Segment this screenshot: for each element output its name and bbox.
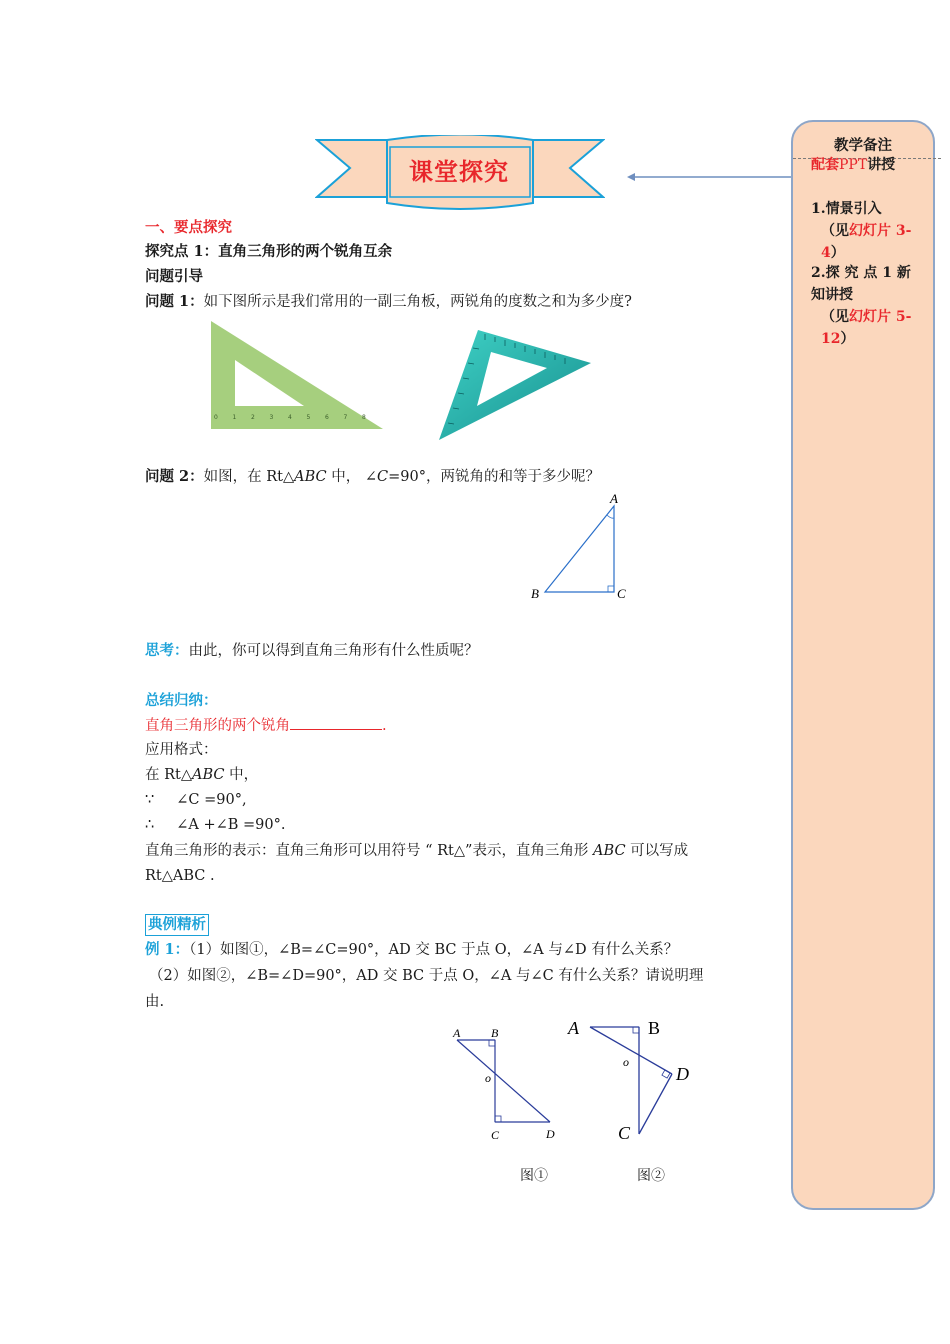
sidebar-heading: 教学备注 [834, 137, 892, 154]
question-2-c: C [377, 469, 389, 485]
teal-set-square-image [433, 318, 595, 442]
fig2-label-a: A [568, 1018, 579, 1038]
fig2-label-o: o [623, 1055, 629, 1069]
example-1-part-2-cont: 由. [145, 994, 165, 1010]
question-guide-heading: 问题引导 [145, 268, 203, 285]
question-2-text-c: =90°，两锐角的和等于多少呢？ [388, 469, 600, 485]
ruler-tick-label: 7 [343, 414, 348, 421]
example-1-part-1-text: （1）如图①，∠B=∠C=90°，AD 交 BC 于点 O，∠A 与∠D 有什么关系？ [189, 942, 679, 958]
sidebar-item-1-slides: 幻灯片 3-4 [821, 223, 912, 261]
summary-blank[interactable] [290, 715, 382, 730]
question-2-label: 问题 2： [145, 468, 204, 485]
sidebar-item-1 [811, 198, 921, 264]
apply-line-1-b: 中， [224, 767, 259, 783]
ruler-tick-label: 3 [269, 414, 274, 421]
summary-end: . [382, 718, 387, 734]
right-triangle-abc-figure [525, 488, 635, 606]
ruler-tick-label: 2 [251, 414, 255, 421]
sidebar-item-1-title: 1.情景引入 [811, 201, 882, 217]
sidebar-item-2-slides: 幻灯片 5-12 [821, 309, 912, 347]
think-text: 由此，你可以得到直角三角形有什么性质呢？ [188, 643, 479, 659]
fig1-label-c: C [491, 1128, 500, 1142]
section-title: 一、要点探究 [145, 219, 232, 236]
question-1-text: 如下图所示是我们常用的一副三角板，两锐角的度数之和为多少度? [203, 294, 632, 310]
figure-2-caption: 图② [637, 1168, 665, 1184]
apply-line-1 [145, 765, 258, 785]
question-1 [145, 292, 632, 312]
figure-1-caption: 图① [520, 1168, 548, 1184]
question-2-text-a: 如图，在 Rt△ [203, 469, 295, 485]
ruler-tick-label: 8 [362, 414, 366, 421]
summary-label: 总结归纳： [145, 692, 218, 709]
example-1-label: 例 1： [145, 941, 190, 958]
apply-line-1-a: 在 Rt△ [145, 767, 193, 783]
teaching-notes-sidebar [791, 120, 935, 1210]
fig1-label-a: A [453, 1026, 461, 1040]
question-2 [145, 467, 600, 487]
question-1-label: 问题 1： [145, 293, 204, 310]
green-set-square-image [208, 318, 386, 432]
sidebar-ppt-line [811, 154, 921, 176]
example-heading [145, 914, 209, 936]
ruler-tick-label: 6 [325, 414, 329, 421]
sidebar-item-1-open: （见 [821, 223, 849, 239]
apply-format-label: 应用格式： [145, 742, 218, 758]
representation-abc: ABC [593, 843, 626, 859]
ruler-tick-label: 0 [214, 414, 218, 421]
because-text: ∠C =90°, [176, 792, 247, 808]
ruler-tick-label: 4 [288, 414, 292, 421]
fig1-label-d: D [546, 1127, 555, 1141]
question-2-text-b: 中， ∠ [326, 469, 378, 485]
apply-line-1-abc: ABC [192, 767, 225, 783]
sidebar-ppt-red: 配套 [811, 157, 839, 173]
representation-line [145, 841, 688, 861]
sidebar-item-1-close: ） [830, 245, 845, 261]
fig2-label-c: C [618, 1123, 631, 1143]
think-label: 思考： [145, 642, 189, 659]
fig2-label-b: B [648, 1018, 661, 1038]
sidebar-item-2-close: ） [840, 331, 855, 347]
triangle-label-b: B [531, 586, 539, 601]
apply-therefore-line [145, 815, 286, 835]
sidebar-item-2-open: （见 [821, 309, 849, 325]
representation-text-b: 可以写成 [625, 843, 689, 859]
fig1-label-b: B [491, 1026, 499, 1040]
fig2-label-d: D [676, 1064, 689, 1084]
fig1-label-o: o [485, 1071, 491, 1085]
summary-statement [145, 715, 387, 736]
explore-point-title: 探究点 1：直角三角形的两个锐角互余 [145, 243, 393, 260]
representation-text-a: 直角三角形的表示：直角三角形可以用符号 “ Rt△”表示，直角三角形 [145, 843, 594, 859]
ruler-tick-label: 5 [306, 414, 311, 421]
sidebar-item-2 [811, 262, 921, 350]
think-prompt [145, 641, 479, 661]
ruler-tick-label: 1 [232, 414, 237, 421]
representation-line-2: Rt△ABC . [145, 868, 215, 884]
apply-because-line [145, 790, 247, 810]
because-symbol: ∵ [145, 792, 155, 808]
sidebar-ppt-word: PPT [839, 157, 868, 173]
summary-text: 直角三角形的两个锐角 [145, 718, 290, 734]
therefore-symbol: ∴ [145, 817, 155, 833]
question-2-abc: ABC [294, 469, 327, 485]
example-box-label: 典例精析 [145, 914, 209, 936]
arrow-left-icon [625, 170, 795, 184]
example-1-part-1 [145, 940, 678, 960]
sidebar-ppt-rest: 讲授 [867, 157, 896, 173]
triangle-label-a: A [610, 491, 618, 506]
sidebar-item-2-title-cont: 知讲授 [811, 287, 853, 303]
triangle-label-c: C [617, 586, 626, 601]
figure-2-diagram [562, 1014, 702, 1144]
sidebar-item-2-title: 2.探 究 点 1 新 [811, 265, 911, 281]
banner-title: 课堂探究 [409, 157, 509, 186]
figure-1-diagram [447, 1022, 567, 1146]
example-1-part-2: （2）如图②，∠B=∠D=90°，AD 交 BC 于点 O，∠A 与∠C 有什么关系？请说明理 [149, 968, 704, 984]
therefore-text: ∠A +∠B =90°. [176, 817, 286, 833]
